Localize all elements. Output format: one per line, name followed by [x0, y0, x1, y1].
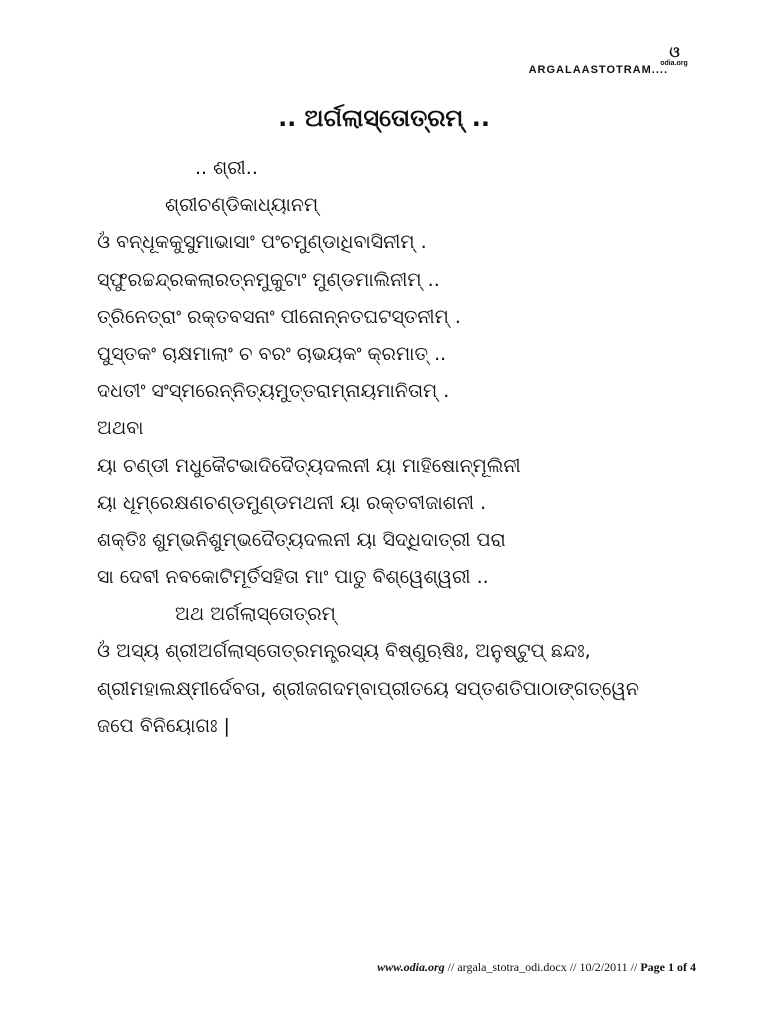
- text-line: ୟା ଚଣ୍ଡୀ ମଧୁକୈଟଭାଦିଦୈତ୍ୟଦଲନୀ ୟା ମାହିଷୋନ୍ମୂଲିନୀ: [97, 454, 521, 477]
- text-line: ଓଁ ବନ୍ଧୂକକୁସୁମାଭାସାଂ ପଂଚମୁଣ୍ଡାଧିବାସିନୀମ୍ .: [97, 231, 427, 254]
- text-line: ପୁସ୍ତକଂ ଚାକ୍ଷମାଲାଂ ଚ ବରଂ ଚାଭୟକଂ କ୍ରମାତ୍ ..: [97, 342, 447, 365]
- page-footer: [377, 960, 696, 975]
- text-line: ଜପେ ବିନିୟୋଗଃ |: [97, 714, 230, 737]
- logo-text: odia.org: [660, 60, 688, 67]
- footer-filename: argala_stotra_odi.docx: [457, 960, 567, 974]
- text-line: ସା ଦେବୀ ନବକୋଟିମୂର୍ତିସହିତା ମାଂ ପାତୁ ବିଶ୍ୱେଶ୍ୱରୀ ..: [97, 566, 489, 589]
- text-line: ଅଥବା: [97, 417, 144, 440]
- logo-mark-icon: ଓ: [669, 43, 679, 61]
- footer-separator: //: [627, 960, 641, 974]
- footer-separator: //: [444, 960, 458, 974]
- footer-site-link[interactable]: www.odia.org: [377, 960, 445, 974]
- footer-separator: //: [566, 960, 580, 974]
- text-line: ଶକ୍ତିଃ ଶୁମ୍ଭନିଶୁମ୍ଭଦୈତ୍ୟଦଲନୀ ୟା ସିଦ୍ଧିଦାତ୍ରୀ ପରା: [97, 528, 506, 551]
- page-number: Page 1 of 4: [640, 960, 696, 974]
- page-header: [456, 44, 696, 84]
- text-line: .. ଶ୍ରୀ..: [195, 157, 258, 179]
- text-line: ଓଁ ଅସ୍ୟ ଶ୍ରୀଅର୍ଗଲାସ୍ତୋତ୍ରମନ୍ତ୍ରସ୍ୟ ବିଷ୍ଣୁଋଷିଃ, ଅନୁଷ୍ଟୁପ୍ ଛନ୍ଦଃ,: [97, 640, 591, 663]
- text-line: ଶ୍ରୀମହାଲକ୍ଷ୍ମୀର୍ଦେବତା, ଶ୍ରୀଜଗଦମ୍ବାପ୍ରୀତୟେ ସପ୍ତଶତିପାଠାଙ୍ଗତ୍ୱେନ: [97, 677, 639, 700]
- footer-date: 10/2/2011: [579, 960, 628, 974]
- running-title: ARGALAASTOTRAM....: [528, 64, 668, 76]
- text-line: ତ୍ରିନେତ୍ରାଂ ରକ୍ତବସନାଂ ପୀନୋନ୍ନତଘଟସ୍ତନୀମ୍ .: [97, 305, 461, 328]
- text-line: ଶ୍ରୀଚଣ୍ଡିକାଧ୍ୟାନମ୍: [165, 194, 319, 217]
- text-line: ଅଥ ଅର୍ଗଲାସ୍ତୋତ୍ରମ୍: [175, 603, 336, 626]
- document-body: [97, 150, 717, 745]
- text-line: ୟା ଧୂମ୍ରେକ୍ଷଣଚଣ୍ଡମୁଣ୍ଡମଥନୀ ୟା ରକ୍ତବୀଜାଶନୀ .: [97, 491, 487, 514]
- text-line: ସ୍ଫୁରଚ୍ଚନ୍ଦ୍ରକଲାରତ୍ନମୁକୁଟାଂ ମୁଣ୍ଡମାଲିନୀମ୍ ..: [97, 268, 440, 291]
- document-title: .. ଅର୍ଗଲାସ୍ତୋତ୍ରମ୍ ..: [278, 104, 490, 132]
- text-line: ଦଧତୀଂ ସଂସ୍ମରେନ୍ନିତ୍ୟମୁତ୍ତରାମ୍ନାୟମାନିତାମ୍ .: [97, 380, 450, 403]
